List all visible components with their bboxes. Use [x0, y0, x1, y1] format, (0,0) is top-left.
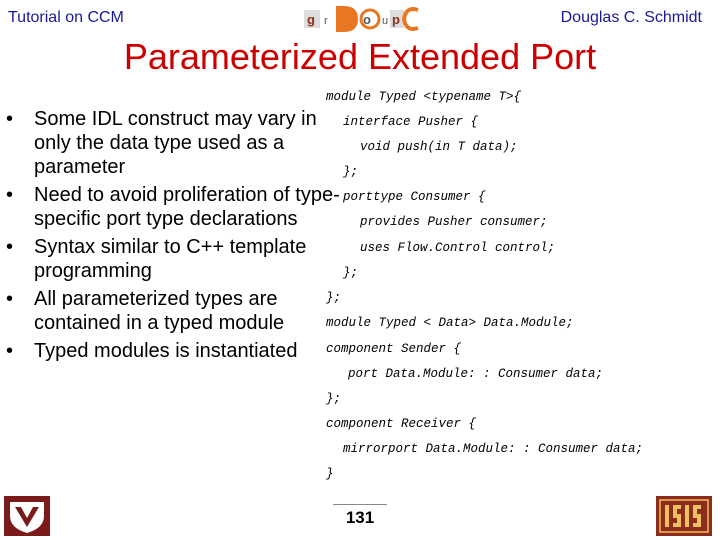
code-line: port Data.Module: : Consumer data;	[348, 367, 604, 381]
header-author: Douglas C. Schmidt	[560, 9, 702, 26]
code-line: };	[343, 165, 359, 179]
code-line: component Sender {	[326, 342, 462, 356]
bullet-list	[4, 107, 344, 367]
header-course-title: Tutorial on CCM	[8, 9, 124, 26]
code-line: porttype Consumer {	[343, 190, 486, 204]
bullet-dot-icon: •	[6, 184, 14, 206]
bullet-item: • Need to avoid proliferation of type-specific port type declarations	[6, 184, 340, 230]
bullet-dot-icon: •	[6, 340, 14, 362]
code-line: module Typed < Data> Data.Module;	[326, 316, 574, 330]
code-line: interface Pusher {	[343, 115, 479, 129]
code-line: };	[326, 392, 342, 406]
page-number: 131	[345, 508, 375, 527]
code-line: module Typed <typename T>{	[326, 90, 522, 104]
bullet-item: • Some IDL construct may vary in only the data type used as a parameter	[6, 108, 317, 178]
code-line: component Receiver {	[326, 417, 477, 431]
bullet-dot-icon: •	[6, 108, 14, 130]
code-line: }	[326, 467, 334, 481]
code-line: void push(in T data);	[360, 140, 518, 154]
bullet-dot-icon: •	[6, 288, 14, 310]
code-line: uses Flow.Control control;	[360, 241, 556, 255]
bullet-item: • Syntax similar to C++ template programming	[6, 236, 307, 282]
bullet-dot-icon: •	[6, 236, 14, 258]
logo-letter-o: o	[363, 12, 371, 27]
doc-group-logo-icon	[300, 2, 420, 36]
logo-letter-u: u	[382, 15, 389, 27]
bullet-item: • Typed modules is instantiated	[6, 340, 298, 362]
logo-letter-r: r	[324, 15, 328, 27]
logo-letter-p: p	[392, 12, 400, 27]
bullet-item: • All parameterized types are contained in a typed module	[6, 288, 285, 334]
code-line: mirrorport Data.Module: : Consumer data;	[343, 442, 644, 456]
isis-logo-icon	[656, 496, 712, 536]
code-line: };	[343, 266, 359, 280]
slide-title: Parameterized Extended Port	[123, 36, 597, 77]
code-line: provides Pusher consumer;	[360, 215, 548, 229]
footer-divider	[333, 504, 387, 505]
logo-letter-g: g	[307, 12, 315, 27]
code-line: };	[326, 291, 342, 305]
